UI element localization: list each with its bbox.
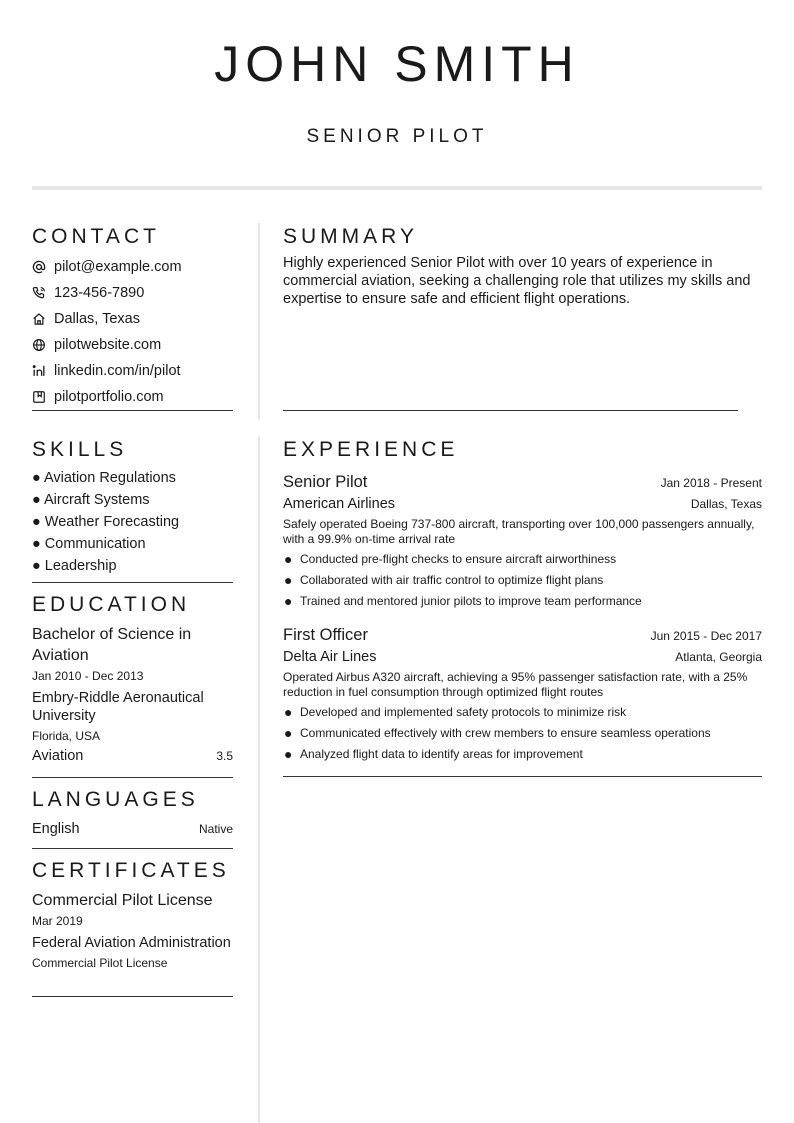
certificates-title: CERTIFICATES: [32, 859, 230, 882]
education-degree: Bachelor of Science in Aviation: [32, 626, 192, 664]
job-bullet-text: Communicated effectively with crew members to ensure seamless operations: [300, 726, 711, 740]
contact-linkedin-text: linkedin.com/in/pilot: [54, 363, 181, 379]
certificate-type: Commercial Pilot License: [32, 956, 168, 970]
candidate-role: SENIOR PILOT: [306, 126, 488, 147]
skill-item: ● Aviation Regulations: [32, 470, 176, 486]
job-bullet-text: Collaborated with air traffic control to optimize flight plans: [300, 573, 604, 587]
column-divider-top: [258, 223, 260, 420]
job-description: Safely operated Boeing 737-800 aircraft, transporting over 100,000 passengers annually, with a 99.9% on-time arrival rate: [283, 517, 755, 546]
job-bullet: [283, 702, 762, 723]
header-divider: [32, 186, 762, 190]
languages-section: [32, 787, 233, 837]
job-company: Delta Air Lines: [283, 649, 377, 665]
skills-title: SKILLS: [32, 438, 128, 461]
job-subheader: [283, 648, 762, 666]
column-divider-bottom: [258, 436, 260, 1123]
skill-item: ● Aircraft Systems: [32, 492, 150, 508]
skills-list: [32, 467, 233, 577]
certificate-name: Commercial Pilot License: [32, 892, 213, 909]
summary-section: [283, 224, 762, 308]
bullet-icon: ●: [284, 593, 293, 609]
experience-section: [283, 437, 762, 765]
skills-section: [32, 437, 233, 577]
job-entry: [283, 624, 762, 765]
job-header: [283, 624, 762, 646]
job-bullet: [283, 591, 762, 612]
job-location: Atlanta, Georgia: [675, 650, 762, 664]
at-icon: [32, 260, 54, 274]
job-title: First Officer: [283, 626, 368, 644]
job-bullets: [283, 549, 762, 612]
languages-divider: [32, 848, 233, 849]
bullet-icon: ●: [284, 725, 293, 741]
contact-section: [32, 224, 233, 410]
education-divider: [32, 777, 233, 778]
job-bullet-text: Trained and mentored junior pilots to improve team performance: [300, 594, 642, 608]
job-description: Operated Airbus A320 aircraft, achieving a 95% passenger satisfaction rate, with a 25% reduction in fuel consumption through optimized flight routes: [283, 670, 748, 699]
contact-divider: [32, 410, 233, 411]
candidate-name: JOHN SMITH: [214, 36, 580, 92]
job-bullet-text: Developed and implemented safety protocols to minimize risk: [300, 705, 627, 719]
contact-location: [32, 306, 233, 332]
language-name: English: [32, 821, 80, 837]
languages-title: LANGUAGES: [32, 788, 199, 811]
job-subheader: [283, 495, 762, 513]
job-location: Dallas, Texas: [690, 497, 762, 511]
bullet-icon: ●: [284, 551, 293, 567]
contact-linkedin[interactable]: [32, 358, 233, 384]
contact-email[interactable]: [32, 254, 233, 280]
experience-divider: [283, 776, 762, 777]
job-header: [283, 471, 762, 493]
job-bullet: [283, 549, 762, 570]
education-title: EDUCATION: [32, 593, 191, 616]
portfolio-icon: [32, 390, 54, 404]
contact-list: [32, 254, 233, 410]
summary-title: SUMMARY: [283, 225, 418, 248]
certificates-divider: [32, 996, 233, 997]
contact-title: CONTACT: [32, 225, 160, 248]
experience-title: EXPERIENCE: [283, 438, 459, 461]
contact-location-text: Dallas, Texas: [54, 311, 140, 327]
education-field-row: [32, 748, 233, 764]
job-dates: Jun 2015 - Dec 2017: [650, 629, 762, 643]
skill-item: ● Leadership: [32, 558, 117, 574]
language-level: Native: [198, 822, 233, 836]
bullet-icon: ●: [284, 704, 293, 720]
education-location: Florida, USA: [32, 729, 101, 743]
job-bullet-text: Analyzed flight data to identify areas for improvement: [300, 747, 583, 761]
contact-portfolio-text: pilotportfolio.com: [54, 389, 164, 405]
education-field: Aviation: [32, 748, 84, 764]
summary-divider: [283, 410, 738, 411]
bullet-icon: ●: [284, 746, 293, 762]
contact-phone-text: 123-456-7890: [54, 285, 145, 301]
skills-divider: [32, 582, 233, 583]
education-section: [32, 592, 233, 764]
linkedin-icon: [32, 364, 54, 378]
job-bullet: [283, 723, 762, 744]
education-dates: Jan 2010 - Dec 2013: [32, 669, 144, 683]
home-icon: [32, 312, 54, 326]
job-dates: Jan 2018 - Present: [660, 476, 762, 490]
phone-icon: [32, 286, 54, 300]
skill-item: ● Weather Forecasting: [32, 514, 180, 530]
contact-portfolio[interactable]: [32, 384, 233, 410]
certificates-section: [32, 858, 233, 971]
education-school: Embry-Riddle Aeronautical University: [32, 690, 204, 724]
contact-email-text: pilot@example.com: [54, 259, 182, 275]
job-entry: [283, 471, 762, 612]
certificate-date: Mar 2019: [32, 914, 83, 928]
job-company: American Airlines: [283, 496, 396, 512]
education-gpa: 3.5: [216, 749, 233, 763]
globe-icon: [32, 338, 54, 352]
contact-website-text: pilotwebsite.com: [54, 337, 162, 353]
contact-website[interactable]: [32, 332, 233, 358]
job-bullets: [283, 702, 762, 765]
job-bullet: [283, 570, 762, 591]
summary-text: Highly experienced Senior Pilot with over 10 years of experience in commercial aviation, seeking a challenging role that utilizes my skills and expertise to ensure safe and efficient flight operations.: [283, 255, 751, 307]
job-bullet: [283, 744, 762, 765]
job-bullet-text: Conducted pre-flight checks to ensure aircraft airworthiness: [300, 552, 617, 566]
job-title: Senior Pilot: [283, 473, 368, 491]
contact-phone[interactable]: [32, 280, 233, 306]
certificate-issuer: Federal Aviation Administration: [32, 935, 231, 951]
language-row: [32, 821, 233, 837]
bullet-icon: ●: [284, 572, 293, 588]
skill-item: ● Communication: [32, 536, 146, 552]
